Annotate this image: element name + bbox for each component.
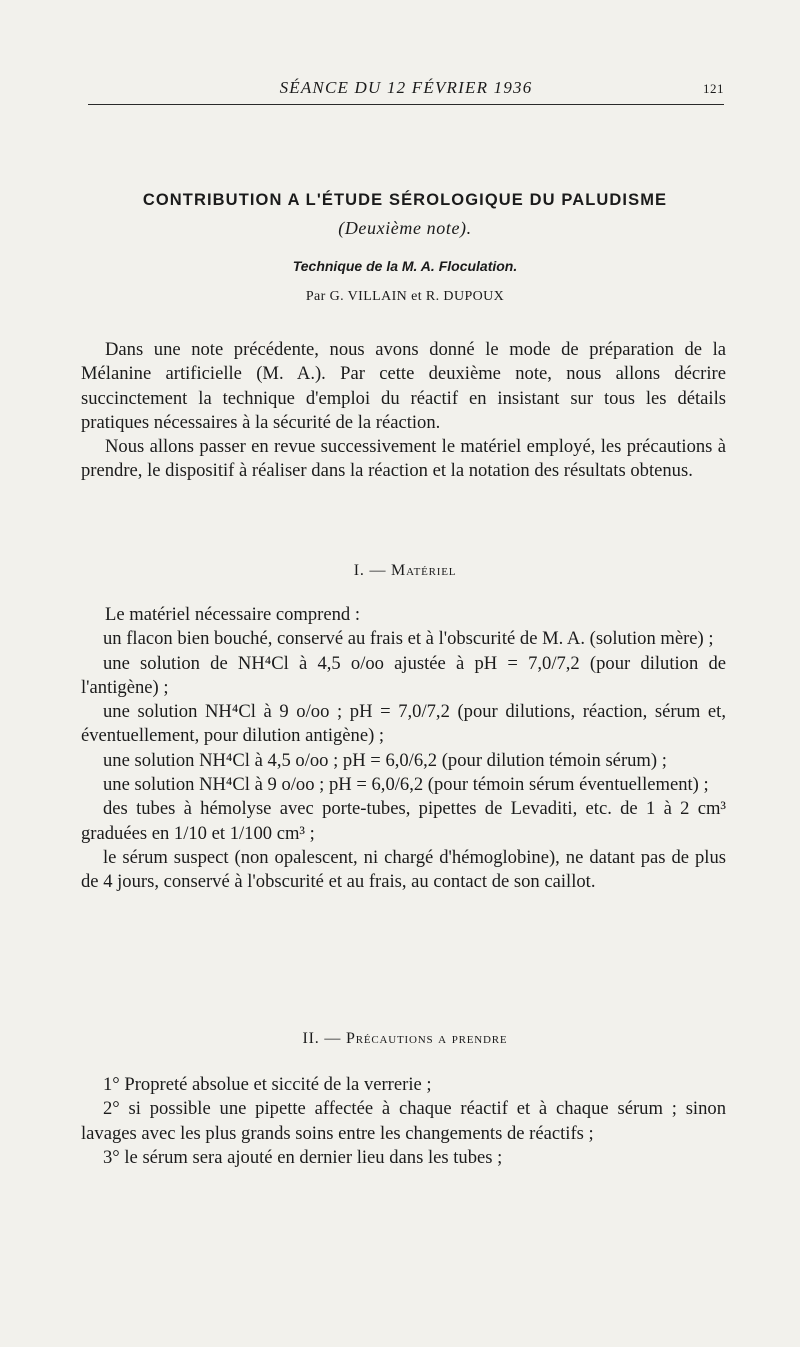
running-title: SÉANCE DU 12 FÉVRIER 1936 — [279, 78, 533, 97]
materiel-list — [81, 603, 726, 895]
intro-paragraph-2: Nous allons passer en revue successivement le matériel employé, les précautions à prendre, le dispositif à réaliser dans la réaction et la notation des résultats obtenus. — [81, 436, 726, 482]
materiel-intro: Le matériel nécessaire comprend : — [105, 604, 361, 625]
precautions-list — [81, 1073, 726, 1170]
precaution-item: 3° le sérum sera ajouté en dernier lieu dans les tubes ; — [103, 1146, 503, 1168]
intro-paragraph-1: Dans une note précédente, nous avons donné le mode de préparation de la Mélanine artificielle (M. A.). Par cette deuxième note, nous allons décrire succinctement la technique d'emploi du réactif en insistant sur tous les détails pratiques nécessaires à la sécurité de la réaction. — [81, 339, 726, 433]
header-rule — [88, 104, 724, 105]
technique-line: Technique de la M. A. Floculation. — [292, 258, 518, 274]
materiel-item: un flacon bien bouché, conservé au frais et à l'obscurité de M. A. (solution mère) ; — [103, 628, 714, 650]
section-heading-precautions: II. — Précautions a prendre — [302, 1030, 508, 1047]
materiel-item: une solution NH⁴Cl à 9 o/oo ; pH = 7,0/7,2 (pour dilutions, réaction, sérum et, éventuellement, pour dilution antigène) ; — [81, 701, 726, 747]
precaution-item: 1° Propreté absolue et siccité de la verrerie ; — [103, 1074, 432, 1095]
page-number: 121 — [703, 81, 724, 96]
article-subtitle: (Deuxième note). — [338, 218, 472, 238]
materiel-item: une solution NH⁴Cl à 4,5 o/oo ; pH = 6,0/6,2 (pour dilution témoin sérum) ; — [103, 749, 667, 771]
article-title: CONTRIBUTION A L'ÉTUDE SÉROLOGIQUE DU PALUDISME — [142, 191, 668, 209]
materiel-item: le sérum suspect (non opalescent, ni chargé d'hémoglobine), ne datant pas de plus de 4 jours, conservé à l'obscurité et au frais, au contact de son caillot. — [81, 846, 726, 893]
intro-text — [81, 338, 726, 484]
authors-line: Par G. VILLAIN et R. DUPOUX — [305, 289, 505, 304]
running-header — [88, 76, 724, 102]
materiel-item: une solution de NH⁴Cl à 4,5 o/oo ajustée à pH = 7,0/7,2 (pour dilution de l'antigène) ; — [81, 652, 726, 698]
precaution-item: 2° si possible une pipette affectée à chaque réactif et à chaque sérum ; sinon lavages avec les plus grands soins entre les changements de réactifs ; — [81, 1098, 726, 1144]
section-heading-materiel: I. — Matériel — [353, 562, 457, 579]
materiel-item: une solution NH⁴Cl à 9 o/oo ; pH = 6,0/6,2 (pour témoin sérum éventuellement) ; — [103, 774, 709, 796]
materiel-item: des tubes à hémolyse avec porte-tubes, pipettes de Levaditi, etc. de 1 à 2 cm³ graduées en 1/10 et 1/100 cm³ ; — [81, 798, 726, 844]
